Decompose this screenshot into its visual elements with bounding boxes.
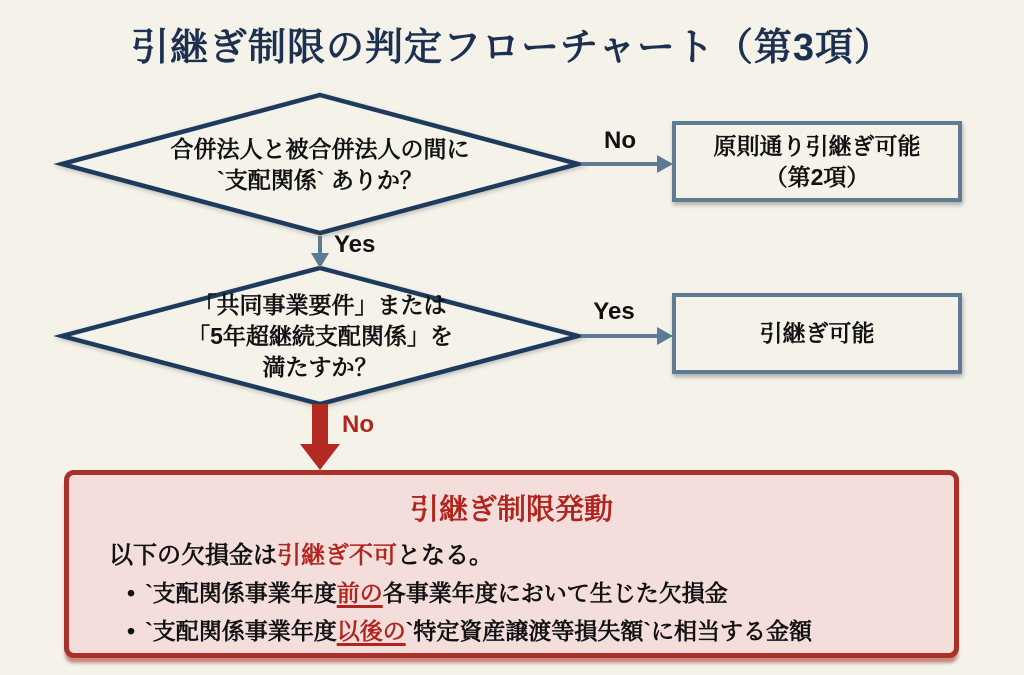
result-box-principle-line1: 原則通り引継ぎ可能 — [713, 132, 921, 159]
result-box-allowed — [672, 293, 962, 374]
bullet-marker: • — [127, 618, 136, 644]
decision2-text — [62, 268, 578, 404]
restriction-intro — [109, 535, 954, 570]
restriction-bullet1-highlight: 前の — [336, 580, 383, 606]
restriction-bullet-2 — [127, 613, 954, 646]
restriction-intro-post: となる。 — [397, 542, 493, 569]
restriction-intro-pre: 以下の欠損金は — [109, 542, 277, 569]
no2-label: No — [342, 411, 374, 438]
yes1-label: Yes — [334, 231, 376, 258]
decision2-line1: 「共同事業要件」または — [193, 291, 447, 318]
restriction-bullet-1 — [127, 575, 954, 608]
decision2-line3: 満たすか？ — [262, 353, 378, 380]
restriction-box — [64, 470, 959, 658]
decision1-text — [62, 97, 578, 233]
yes2-label: Yes — [593, 298, 635, 325]
restriction-intro-highlight: 引継ぎ不可 — [277, 542, 397, 569]
bullet-marker: • — [127, 580, 136, 606]
decision1-line1: 合併法人と被合併法人の間に — [170, 136, 470, 162]
no1-arrow-head — [657, 155, 673, 173]
restriction-bullet1-post: 各事業年度において生じた欠損金 — [382, 580, 728, 606]
result-box-allowed-label: 引継ぎ可能 — [759, 320, 875, 346]
result-box-principle — [672, 121, 962, 202]
decision2-line2: 「5年超継続支配関係」を — [187, 322, 453, 349]
restriction-bullet2-pre: `支配関係事業年度 — [145, 618, 337, 644]
restriction-bullet2-post: `特定資産譲渡等損失額`に相当する金額 — [405, 618, 813, 644]
page-title: 引継ぎ制限の判定フローチャート（第3項） — [131, 27, 893, 69]
no2-arrow-body — [312, 404, 328, 445]
decision1-line2: `支配関係` ありか？ — [217, 167, 423, 193]
yes2-arrow-head — [657, 327, 673, 345]
restriction-title: 引継ぎ制限発動 — [409, 494, 613, 526]
result-box-principle-line2: （第2項） — [764, 163, 870, 190]
no2-arrow-head — [300, 444, 340, 470]
no1-label: No — [604, 127, 636, 154]
yes1-arrow-head — [311, 253, 329, 268]
restriction-bullet1-pre: `支配関係事業年度 — [145, 580, 337, 606]
restriction-bullet2-highlight: 以後の — [336, 618, 406, 644]
